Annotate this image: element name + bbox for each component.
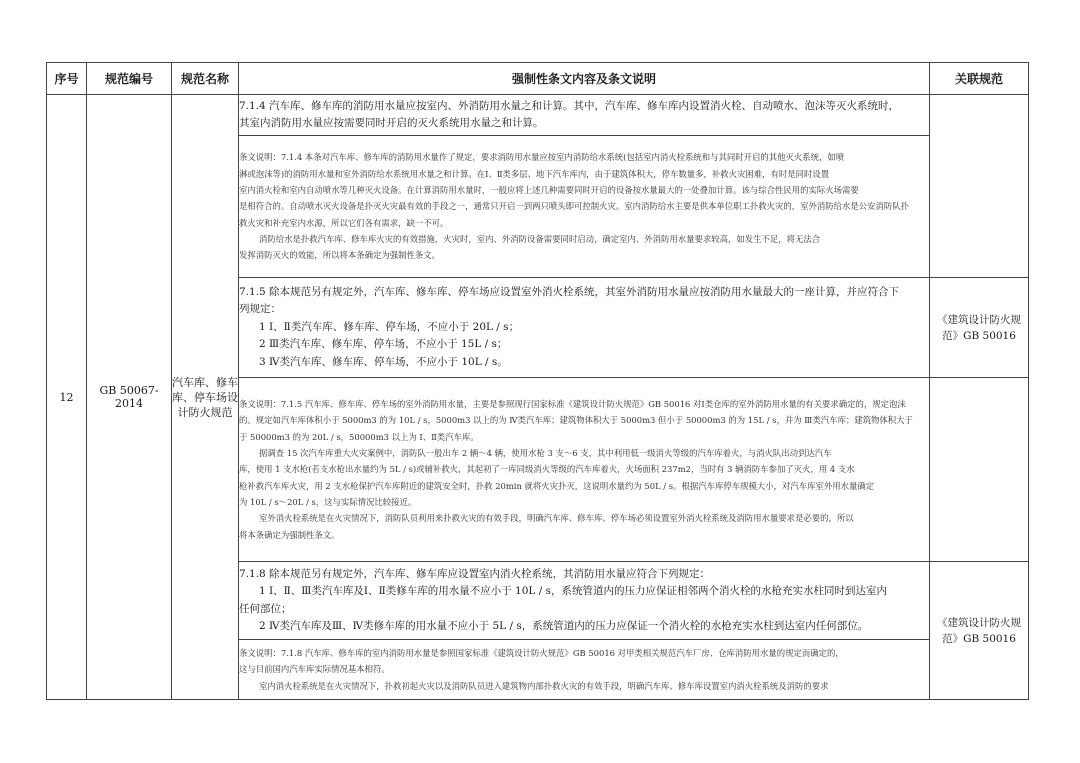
explanation-line: 据调查 15 次汽车库重大火灾案例中，消防队一般出车 2 辆～4 辆，使用水枪 3 支～6 支，其中利用低一级消火等级的汽车库着火，与消火队出动到达汽车: [259, 448, 832, 459]
clause-line: 其室内消防用水量应按需要同时开启的灭火系统用水量之和计算。: [239, 117, 544, 129]
explanation-line: 条文说明：7.1.8 汽车库、修车库的室内消防用水量是参照国家标准《建筑设计防火规范》GB 50016 对甲类相关规范汽车厂房、仓库消防用水量的规定而确定的，: [239, 648, 844, 659]
related-spec-2: 《建筑设计防火规范》GB 50016: [930, 278, 1029, 378]
explanation-line: 的。规定如汽车库体积小于 5000m3 的为 10L / s，5000m3 以上的为 Ⅳ类汽车库；建筑物体积大于 5000m3 但小于 50000m3 的为 15L / s，并为 Ⅲ类汽车库；建筑物体积大于: [239, 415, 913, 426]
explanation-line: 室内消火栓和室内自动喷水等几种灭火设备。在计算消防用水量时，一般应将上述几种需要同时开启的设备按水量最大的一处叠加计算。该与综合性民用的实际火场需要: [239, 185, 859, 196]
clause-item: 2 Ⅲ类汽车库、修车库、停车场，不应小于 15L / s；: [259, 338, 508, 351]
related-spec-empty: [930, 378, 1029, 562]
clause-item: 任何部位；: [239, 602, 292, 615]
clause-item: 1 Ⅰ、Ⅱ类汽车库、修车库、停车场，不应小于 20L / s；: [259, 320, 520, 333]
clause-line: 列规定：: [239, 303, 281, 316]
explanation-line: 室外消火栓系统是在火灾情况下，消防队员利用来扑救火灾的有效手段，明确汽车库、修车库、停车场必须设置室外消火栓系统及消防用水量要求是必要的，所以: [259, 513, 854, 524]
clause-item: 2 Ⅳ类汽车库及Ⅲ、Ⅳ类修车库的用水量不应小于 5L / s，系统管道内的压力应保证一个消火栓的水枪充实水柱到达室内任何部位。: [259, 620, 869, 632]
header-code: 规范编号: [87, 63, 172, 95]
table-row: [47, 95, 1029, 136]
clause-line: 7.1.5 除本规范另有规定外，汽车库、修车库、停车场应设置室外消火栓系统，其室外消防用水量应按消防用水量最大的一座计算，并应符合下: [239, 285, 900, 298]
related-spec-1: [930, 95, 1029, 278]
row-index: 12: [47, 95, 87, 700]
explanation-line: 发挥消防灭火的效能，所以将本条确定为强制性条文。: [239, 250, 440, 261]
explanation-7-1-4: [239, 136, 930, 278]
explanation-line: 条文说明：7.1.5 汽车库、修车库、停车场的室外消防用水量，主要是参照现行国家标准《建筑设计防火规范》GB 50016 对Ⅰ类仓库的室外消防用水量的有关要求确定的，规定泡沫: [239, 399, 906, 410]
header-index: 序号: [47, 63, 87, 95]
explanation-line: 消防给水是扑救汽车库、修车库火灾的有效措施，火灾时，室内、外消防设备需要同时启动，确定室内、外消防用水量要求较高，如发生不足，将无法合: [259, 233, 821, 244]
explanation-line: 将本条确定为强制性条文。: [239, 529, 340, 540]
clause-7-1-4: [239, 95, 930, 136]
clause-item: 1 Ⅰ、Ⅱ、Ⅲ类汽车库及Ⅰ、Ⅱ类修车库的用水量不应小于 10L / s，系统管道内的压力应保证相邻两个消火栓的水枪充实水柱同时到达室内: [259, 585, 887, 597]
header-name: 规范名称: [172, 63, 239, 95]
clause-7-1-8: [239, 562, 930, 640]
clause-7-1-5: [239, 278, 930, 378]
explanation-line: 这与目前国内汽车库实际情况基本相符。: [239, 664, 390, 675]
table-header-row: [47, 63, 1029, 95]
clause-item: 3 Ⅳ类汽车库、修车库、停车场，不应小于 10L / s。: [259, 355, 508, 368]
mandatory-provisions-table: [46, 62, 1029, 700]
row-spec-name: 汽车库、修车库、停车场设计防火规范: [172, 95, 239, 700]
explanation-line: 库，使用 1 支水枪(若支水枪出水量约为 5L / s)或辅补救火，其起初了一库同级消火等级的汽车库着火，火场面积 237m2，当时有 3 辆消防车参加了灭火，用 4 支水: [239, 464, 855, 475]
explanation-line: 于 50000m3 的为 20L / s，50000m3 以上为 Ⅰ、Ⅱ类汽车库。: [239, 431, 479, 442]
explanation-line: 淋或泡沫等)的消防用水量和室外消防给水系统用水量之和计算。在Ⅰ、Ⅱ类多层、地下汽车库内，由于建筑体积大，停车数量多，补救火灾困难，有时是同时设置: [239, 168, 830, 179]
explanation-line: 条文说明：7.1.4 本条对汽车库、修车库的消防用水量作了规定，要求消防用水量应按室内消防给水系统(包括室内消火栓系统和与其同时开启的其他灭火系统，如喷: [239, 152, 845, 163]
explanation-line: 为 10L / s～20L / s，这与实际情况比较接近。: [239, 496, 417, 507]
clause-line: 7.1.8 除本规范另有规定外，汽车库、修车库应设置室内消火栓系统，其消防用水量应符合下列规定：: [239, 567, 711, 580]
related-spec-3: 《建筑设计防火规范》GB 50016: [930, 562, 1029, 700]
explanation-line: 枪补救汽车库火灾，用 2 支水枪保护汽车库附近的建筑安全时，扑救 20min 就将火灾扑灭，这说明水量约为 50L / s。根据汽车库停车规模大小，对汽车库室外用水量确定: [239, 480, 875, 491]
explanation-7-1-5: [239, 378, 930, 562]
explanation-line: 救火灾和补充室内水源，所以它们各有需求，缺一不可。: [239, 217, 449, 228]
explanation-7-1-8: [239, 640, 930, 700]
clause-line: 7.1.4 汽车库、修车库的消防用水量应按室内、外消防用水量之和计算。其中，汽车库、修车库内设置消火栓、自动喷水、泡沫等灭火系统时，: [239, 99, 900, 112]
header-related: 关联规范: [930, 63, 1029, 95]
header-content: 强制性条文内容及条文说明: [239, 63, 930, 95]
row-code: GB 50067-2014: [87, 95, 172, 700]
explanation-line: 室内消火栓系统是在火灾情况下，扑救初起火灾以及消防队员进入建筑物内部扑救火灾的有效手段，明确汽车库、修车库设置室内消火栓系统及消防的要求: [259, 680, 829, 691]
explanation-line: 是相符合的。自动喷水灭火设备是扑灭火灾最有效的手段之一，通常只开启一到两只喷头即可控制火灾。室内消防给水主要是供本单位职工扑救火灾的，室外消防给水是公安消防队扑: [239, 201, 909, 212]
